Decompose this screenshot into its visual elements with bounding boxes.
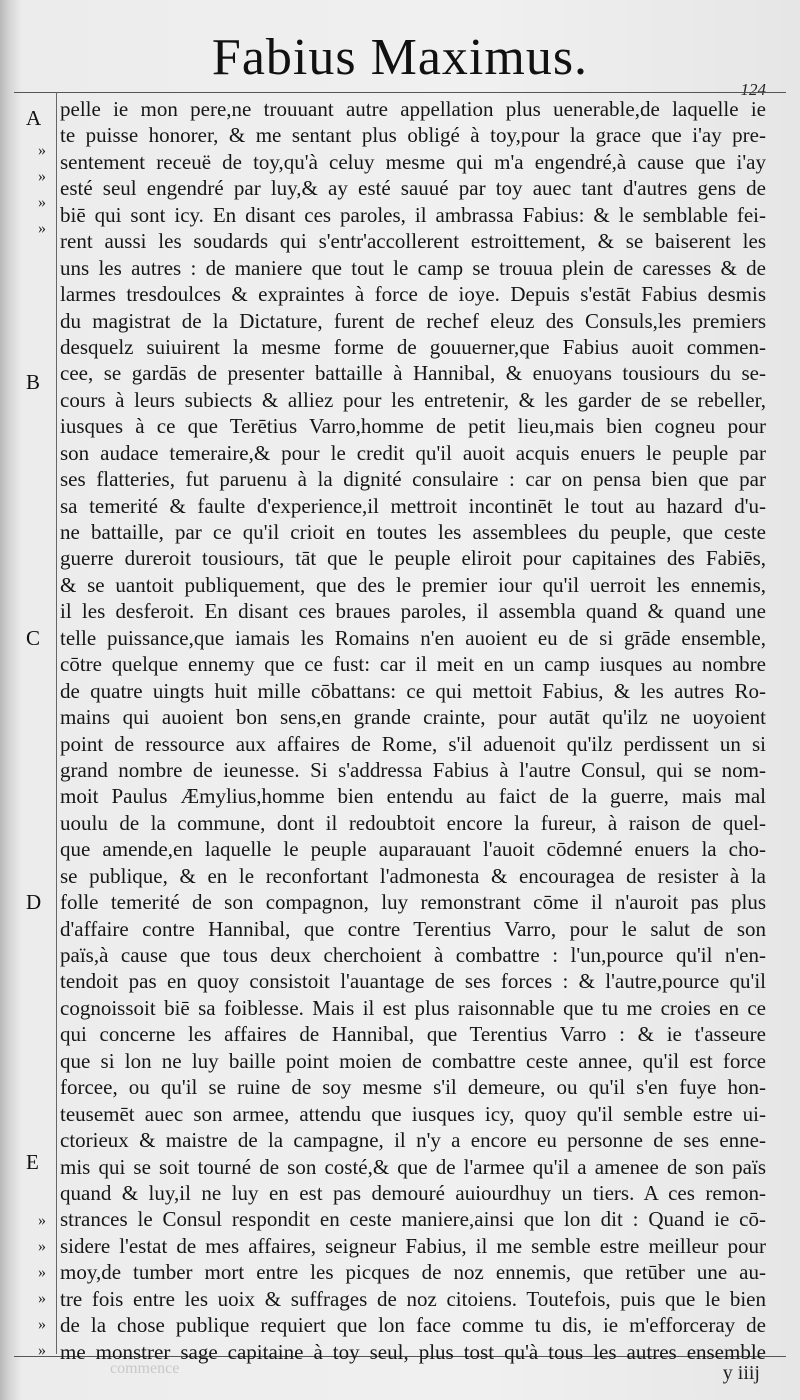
text-line: larmes tresdoulces & expraintes à force de ioye. Depuis s'estāt Fabius desmis [60, 282, 766, 307]
text-line: ses flatteries, fut paruenu à la dignité consulaire : car on pensa bien que par [60, 467, 766, 492]
quote-mark: » [38, 1342, 46, 1359]
text-line: rent aussi les soudards qui s'entr'accollerent estroittement, & se baiserent les [60, 229, 766, 254]
signature-mark: y iiij [722, 1362, 760, 1384]
text-line: sa temerité & faulte d'experience,il mettroit incontinēt le tout au hazard d'u- [60, 493, 766, 518]
text-line: me monstrer sage capitaine à toy seul, plus tost qu'à tous les autres ensemble [60, 1339, 766, 1364]
quote-mark: » [38, 1212, 46, 1229]
text-line: biē qui sont icy. En disant ces paroles, il ambrassa Fabius: & le semblable fei- [60, 202, 766, 227]
text-line: cognoissoit biē sa foiblesse. Mais il est plus raisonnable que tu me croies en ce [60, 995, 766, 1020]
text-line: son audace temeraire,& pour le credit qu'il auoit acquis enuers le peuple par [60, 440, 766, 465]
top-rule [14, 92, 786, 93]
text-line: que si lon ne luy baille point moien de combattre ceste annee, qu'il est force [60, 1048, 766, 1073]
quote-mark: » [38, 220, 46, 237]
text-line: cours à leurs subiects & alliez pour les entretenir, & les garder de se rebeller, [60, 387, 766, 412]
quote-mark: » [38, 1316, 46, 1333]
text-line: ctorieux & maistre de la campagne, il n'y a encore eu personne de ses enne- [60, 1128, 766, 1153]
margin-letter-d: D [26, 890, 42, 914]
running-title: Fabius Maximus. [211, 29, 589, 86]
text-line: d'affaire contre Hannibal, que contre Terentius Varro, pour le salut de son [60, 916, 766, 941]
margin-letter-e: E [26, 1150, 39, 1174]
text-line: il les desferoit. En disant ces braues paroles, il assembla quand & quand une [60, 599, 766, 624]
text-line: guerre dureroit tousiours, tāt que le peuple eliroit pour capitaines des Fabiēs, [60, 546, 766, 571]
margin-letter-b: B [26, 370, 41, 394]
margin-letter-c: C [26, 626, 41, 650]
text-line: moy,de tumber mort entre les picques de noz ennemis, que retūber une au- [60, 1260, 766, 1285]
text-line: mis qui se soit tourné de son costé,& que de l'armee qu'il a amenee de son païs [60, 1154, 766, 1179]
text-line: grand nombre de ieunesse. Si s'addressa Fabius à l'autre Consul, qui se nom- [60, 757, 766, 782]
text-line: cōtre quelque ennemy que ce fust: car il meit en un camp iusques au nombre [60, 652, 766, 677]
text-line: forcee, ou qu'il se ruine de soy mesme s'il demeure, ou qu'il s'en fuye hon- [60, 1075, 766, 1100]
text-line: cee, se gardās de presenter battaille à Hannibal, & enuoyans tousiours du se- [60, 361, 766, 386]
quote-mark: » [38, 1238, 46, 1255]
quote-mark: » [38, 1264, 46, 1281]
text-line: telle puissance,que iamais les Romains n'en auoient eu de si grāde ensemble, [60, 625, 766, 650]
text-line: uns les autres : de maniere que tout le camp se trouua plein de caresses & de [60, 255, 766, 280]
text-line: qui concerne les affaires de Hannibal, que Terentius Varro : & ie t'asseure [60, 1022, 766, 1047]
quote-mark: » [38, 142, 46, 159]
left-margin-rule [56, 92, 57, 1354]
text-line: ne battaille, par ce qu'il crioit en toutes les assemblees du peuple, que ceste [60, 520, 766, 544]
text-line: sentement receuë de toy,qu'à celuy mesme qui m'a engendré,à cause que i'ay [60, 149, 766, 174]
text-line: te puisse honorer, & me sentant plus obligé à toy,pour la grace que i'ay pre- [60, 123, 766, 148]
text-line: uoulu de la commune, dont il redoubtoit encore la fureur, à raison de quel- [60, 810, 766, 835]
text-line: du magistrat de la Dictature, furent de rechef eleuz des Consuls,les premiers [60, 308, 766, 333]
text-line: sidere l'estat de mes affaires, seigneur Fabius, il me semble estre meilleur pour [60, 1233, 766, 1258]
text-line: quand & luy,il ne luy en est pas demouré auiourdhuy un tiers. A ces remon- [60, 1180, 766, 1205]
body-text [60, 96, 766, 1365]
quote-mark: » [38, 168, 46, 185]
quote-mark: » [38, 1290, 46, 1307]
show-through-text: commence [110, 1360, 180, 1377]
text-line: folle temerité de son compagnon, luy remonstrant cōme il n'auroit pas plus [60, 890, 766, 915]
folio-number: 124 [740, 80, 766, 99]
text-line: moit Paulus Æmylius,homme bien entendu au faict de la guerre, mais mal [60, 784, 766, 809]
text-line: mains qui auoient bon sens,en grande crainte, pour autāt qu'ilz ne uoyoient [60, 705, 766, 730]
text-line: pelle ie mon pere,ne trouuant autre appellation plus uenerable,de laquelle ie [60, 97, 766, 121]
text-line: de quatre uingts huit mille cōbattans: ce qui mettoit Fabius, & les autres Ro- [60, 678, 766, 703]
text-line: desquelz suiuirent la mesme forme de gouuerner,que Fabius auoit commen- [60, 334, 766, 359]
text-line: iusques à ce que Terētius Varro,homme de petit lieu,mais bien cogneu pour [60, 414, 766, 439]
margin-letter-a: A [26, 106, 42, 130]
text-line: tre fois entre les uoix & suffrages de noz citoiens. Toutefois, puis que le bien [60, 1286, 766, 1311]
quote-mark: » [38, 194, 46, 211]
text-line: strances le Consul respondit en ceste maniere,ainsi que lon dit : Quand ie cō- [60, 1207, 766, 1232]
text-line: que amende,en laquelle le peuple auparauant l'auoit cōdemné enuers la cho- [60, 837, 766, 862]
text-line: païs,à cause que tous deux cherchoient à combattre : l'un,pource qu'il n'en- [60, 943, 766, 967]
text-line: point de ressource aux affaires de Rome, s'il aduenoit qu'ilz perdissent un si [60, 731, 766, 756]
text-line: esté seul engendré par luy,& ay esté sauué par toy auec tant d'autres gens de [60, 176, 766, 201]
text-line: se publique, & en le reconfortant l'admonesta & encouragea de resister à la [60, 863, 766, 888]
text-line: tendoit pas en quoy consistoit l'auantage de ses forces : & l'autre,pource qu'il [60, 969, 766, 994]
text-line: & se uantoit publiquement, que des le premier iour qu'il uerroit les ennemis, [60, 572, 766, 597]
text-line: de la chose publique requiert que lon face comme tu dis, ie m'efforceray de [60, 1313, 766, 1338]
text-line: teusemēt auec son armee, attendu que iusques icy, quoy qu'il semble estre ui- [60, 1101, 766, 1126]
